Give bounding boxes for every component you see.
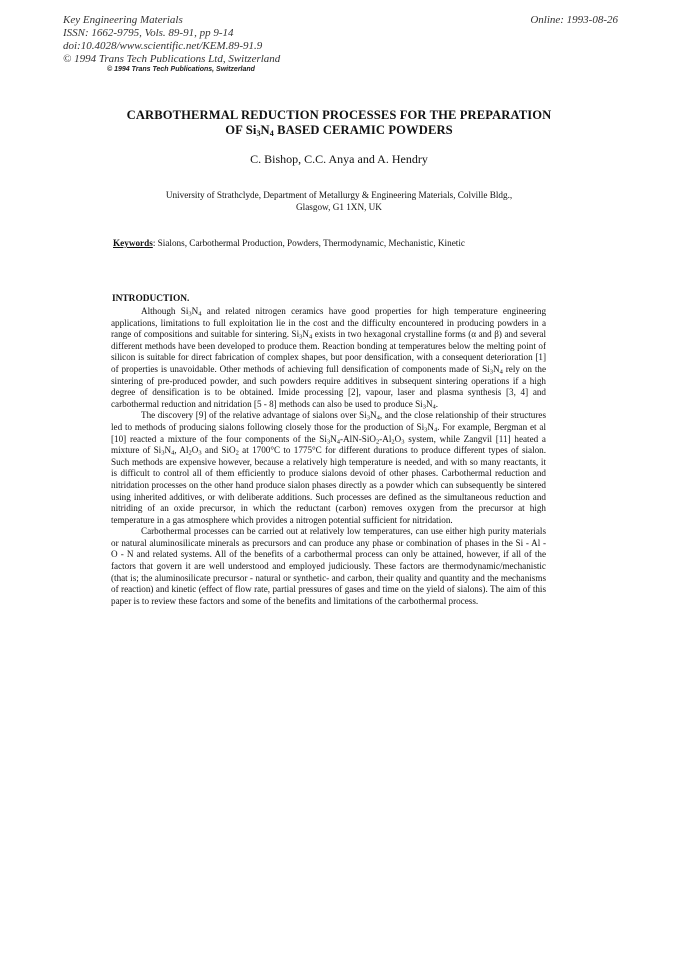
online-date: Online: 1993-08-26 (530, 14, 618, 26)
affiliation-line-2: Glasgow, G1 1XN, UK (296, 202, 382, 212)
paragraph-2: The discovery [9] of the relative advantage of sialons over $Si_3N_4$, and the close relationship of their structures led to methods of producing sialons following closely those for the production of $Si_3N_4$. For example, Bergman et al [10] reacted a mixture of the four components of the $Si_3N_4-AlN-SiO_2-Al_2O_3$ system, while Zangvil [11] heated a mixture of $Si_3N_4$, $Al_2O_3$ and SiO$_2$ at 1700°C to 1775°C for different durations to produce different types of sialon. Such methods are expensive however, because a relatively high temperature is needed, and with so many reactants, it is difficult to control all of them efficiently to produce sialons devoid of other phases. Carbothermal reduction and nitridation processes on the other hand produce sialon phases directly as a powder which can subsequently be sintered using inherited additives, or with deliberate additions. Such processes are defined as the simultaneous reduction and nitriding of an oxide precursor, in which the reductant (carbon) removes oxygen from the precursor at high temperature in a gas atmosphere which provides a nitrogen potential sufficient for nitridation. (111, 410, 547, 525)
copyright-small: © 1994 Trans Tech Publications, Switzerland (107, 66, 255, 73)
doi-line[interactable]: doi:10.4028/www.scientific.net/KEM.89-91.9 (63, 40, 263, 52)
title-line-1: CARBOTHERMAL REDUCTION PROCESSES FOR THE PREPARATION (126, 108, 552, 122)
paper-title (90, 108, 588, 138)
paragraph-3: Carbothermal processes can be carried out at relatively low temperatures, can use either high purity materials or natural aluminosilicate minerals as precursors and can produce any phase or combination of phases in the Si - Al - O - N and related systems. All of the benefits of a carbothermal process can only be attained, however, if all of the factors that govern it are well understood and employed judiciously. These factors are thermodynamic/mechanistic (that is; the aluminosilicate precursor - natural or synthetic- and carbon, their quality and quantity and the mechanisms of reaction) and kinetic (effect of flow rate, partial pressures of gases and time on the yield of sialons). The aim of this paper is to review these factors and some of the benefits and limitations of the carbothermal process. (111, 526, 546, 606)
journal-metadata (63, 14, 618, 66)
keywords-list: : Sialons, Carbothermal Production, Powders, Thermodynamic, Mechanistic, Kinetic (152, 238, 465, 248)
body-text (111, 306, 546, 607)
copyright-line: © 1994 Trans Tech Publications Ltd, Switzerland (63, 53, 281, 65)
affiliation (110, 189, 568, 213)
journal-name: Key Engineering Materials (63, 14, 183, 26)
title-line-2: OF $Si_3N_4$ BASED CERAMIC POWDERS (225, 123, 453, 138)
affiliation-line-1: University of Strathclyde, Department of Metallurgy & Engineering Materials, Colville Bldg., (165, 190, 513, 200)
issn-line: ISSN: 1662-9795, Vols. 89-91, pp 9-14 (63, 27, 234, 39)
paragraph-1: Although $Si_3N_4$ and related nitrogen ceramics have good properties for high temperature engineering applications, limitations to full exploitation lie in the cost and the difficulty encountered in producing powders in a range of compositions and suitable for sintering. $Si_3N_4$ exists in two hexagonal crystalline forms (α and β) and several different methods have been developed to produce them. Reaction bonding at temperatures below the melting point of silicon is suitable for direct fabrication of complex shapes, but poor densification, with a consequent deterioration [1] of properties is unavoidable. Other methods of achieving full densification of components made of $Si_3N_4$ rely on the sintering of pre-produced powder, and such powders require additives in subsequent sintering operations if a high degree of densification is to be obtained. Imide processing [2], vapour, laser and plasma synthesis [3, 4] and carbothermal reduction and nitridation [5 - 8] methods can also be used to produce $Si_3N_4$. (111, 306, 547, 411)
authors: C. Bishop, C.C. Anya and A. Hendry (250, 152, 428, 166)
section-heading: INTRODUCTION. (112, 294, 190, 304)
keywords-label: Keywords (113, 238, 153, 248)
keywords (113, 238, 593, 248)
